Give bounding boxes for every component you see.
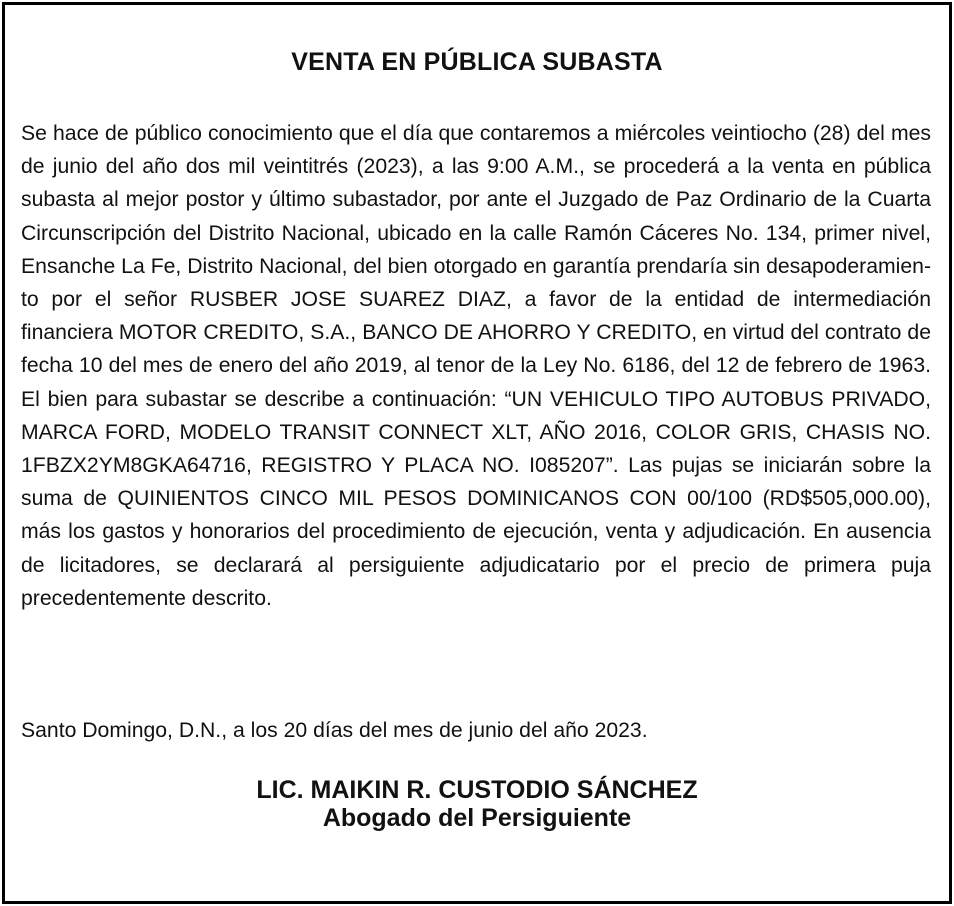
notice-body: Se hace de público conocimiento que el día que contaremos a miércoles veintiocho (28) del mes de junio del año dos mil veintitrés (2023), a las 9:00 A.M., se procederá a la venta en pública subasta al mejor postor y último subastador, por ante el Juzgado de Paz Ordinario de la Cuarta Circunscripción del Distrito Nacional, ubicado en la calle Ramón Cáceres No. 134, primer nivel, Ensanche La Fe, Distrito Nacional, del bien otorgado en garantía prendaría sin desapoderamiento por el señor RUSBER JOSE SUAREZ DIAZ, a favor de la entidad de intermediación financiera MOTOR CREDITO, S.A., BANCO DE AHORRO Y CREDITO, en virtud del contrato de fecha 10 del mes de enero del año 2019, al tenor de la Ley No. 6186, del 12 de febrero de 1963. El bien para subastar se describe a continuación: “UN VEHICULO TIPO AUTOBUS PRIVADO, MARCA FORD, MODELO TRANSIT CONNECT XLT, AÑO 2016, COLOR GRIS, CHASIS NO. 1FBZX2YM8GKA64716, REGISTRO Y PLACA NO. I085207”. Las pujas se iniciarán sobre la suma de QUINIENTOS CINCO MIL PESOS DOMINICANOS CON 00/100 (RD$505,000.00), más los gastos y honorarios del procedimiento de ejecución, venta y adjudicación. En ausencia de licitadores, se declarará al persiguiente adjudicatario por el precio de primera puja precedentemente descrito. [21, 122, 931, 610]
notice-closing: Santo Domingo, D.N., a los 20 días del mes de junio del año 2023. [21, 719, 648, 742]
notice-title: VENTA EN PÚBLICA SUBASTA [291, 48, 663, 76]
signature-name: LIC. MAIKIN R. CUSTODIO SÁNCHEZ [256, 776, 698, 804]
notice-frame [2, 2, 952, 904]
signature-role: Abogado del Persiguiente [322, 804, 632, 832]
signature-block [5, 776, 949, 832]
